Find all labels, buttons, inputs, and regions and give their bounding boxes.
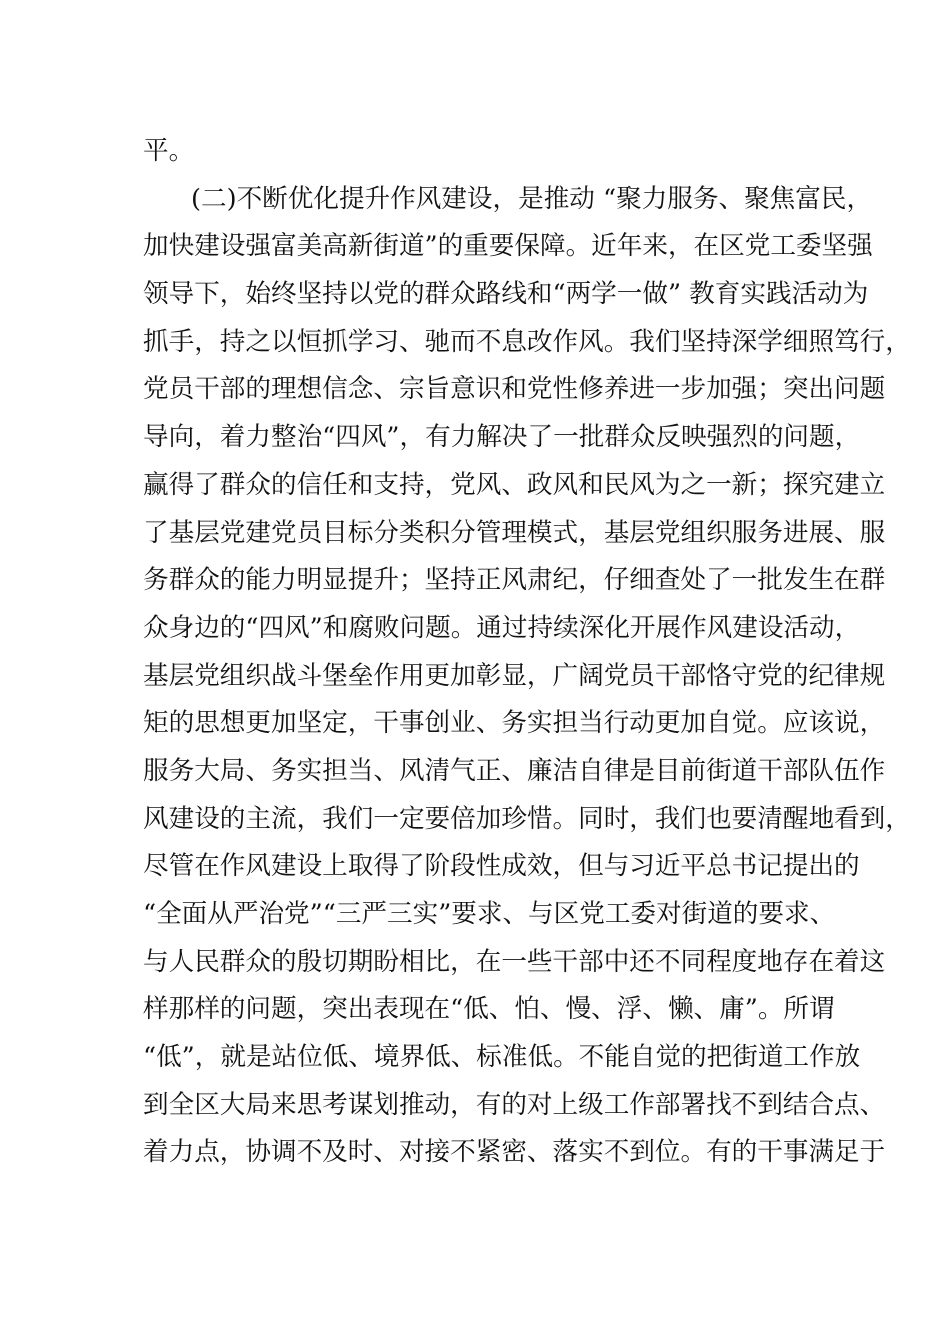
text-line: 服务大局、务实担当、风清气正、廉洁自律是目前街道干部队伍作 xyxy=(143,755,886,786)
text-line: 领导下，始终坚持以党的群众路线和“两学一做” 教育实践活动为 xyxy=(143,279,869,310)
text-line: 众身边的“四风”和腐败问题。通过持续深化开展作风建设活动， xyxy=(143,612,861,643)
text-line: 样那样的问题，突出表现在“低、怕、慢、浮、懒、庸”。所谓 xyxy=(143,994,835,1025)
text-line: 党员干部的理想信念、宗旨意识和党性修养进一步加强；突出问题 xyxy=(143,374,886,405)
text-line: 基层党组织战斗堡垒作用更加彰显，广阔党员干部恪守党的纪律规 xyxy=(143,660,886,691)
text-line: (二)不断优化提升作风建设，是推动 “聚力服务、聚焦富民， xyxy=(191,183,873,214)
text-line: 风建设的主流，我们一定要倍加珍惜。同时，我们也要清醒地看到， xyxy=(143,803,911,834)
text-line: 到全区大局来思考谋划推动，有的对上级工作部署找不到结合点、 xyxy=(143,1089,886,1120)
text-line: 着力点，协调不及时、对接不紧密、落实不到位。有的干事满足于 xyxy=(143,1137,886,1168)
text-line: 加快建设强富美高新街道”的重要保障。近年来，在区党工委坚强 xyxy=(143,231,873,262)
text-line: “低”，就是站位低、境界低、标准低。不能自觉的把街道工作放 xyxy=(143,1042,861,1073)
text-line: 尽管在作风建设上取得了阶段性成效，但与习近平总书记提出的 xyxy=(143,851,860,882)
text-line: 抓手，持之以恒抓学习、驰而不息改作风。我们坚持深学细照笃行， xyxy=(143,326,911,357)
text-line: 平。 xyxy=(143,136,195,166)
body-text xyxy=(143,128,911,1177)
text-line: 与人民群众的殷切期盼相比，在一些干部中还不同程度地存在着这 xyxy=(143,946,886,977)
text-line: 了基层党建党员目标分类积分管理模式，基层党组织服务进展、服 xyxy=(143,517,886,548)
text-line: 矩的思想更加坚定，干事创业、务实担当行动更加自觉。应该说， xyxy=(143,708,886,739)
text-line: 导向，着力整治“四风”，有力解决了一批群众反映强烈的问题， xyxy=(143,422,861,453)
text-line: “全面从严治党”“三严三实”要求、与区党工委对街道的要求、 xyxy=(143,899,836,929)
text-line: 务群众的能力明显提升；坚持正风肃纪，仔细查处了一批发生在群 xyxy=(143,565,886,596)
text-line: 赢得了群众的信任和支持，党风、政风和民风为之一新；探究建立 xyxy=(143,469,886,500)
